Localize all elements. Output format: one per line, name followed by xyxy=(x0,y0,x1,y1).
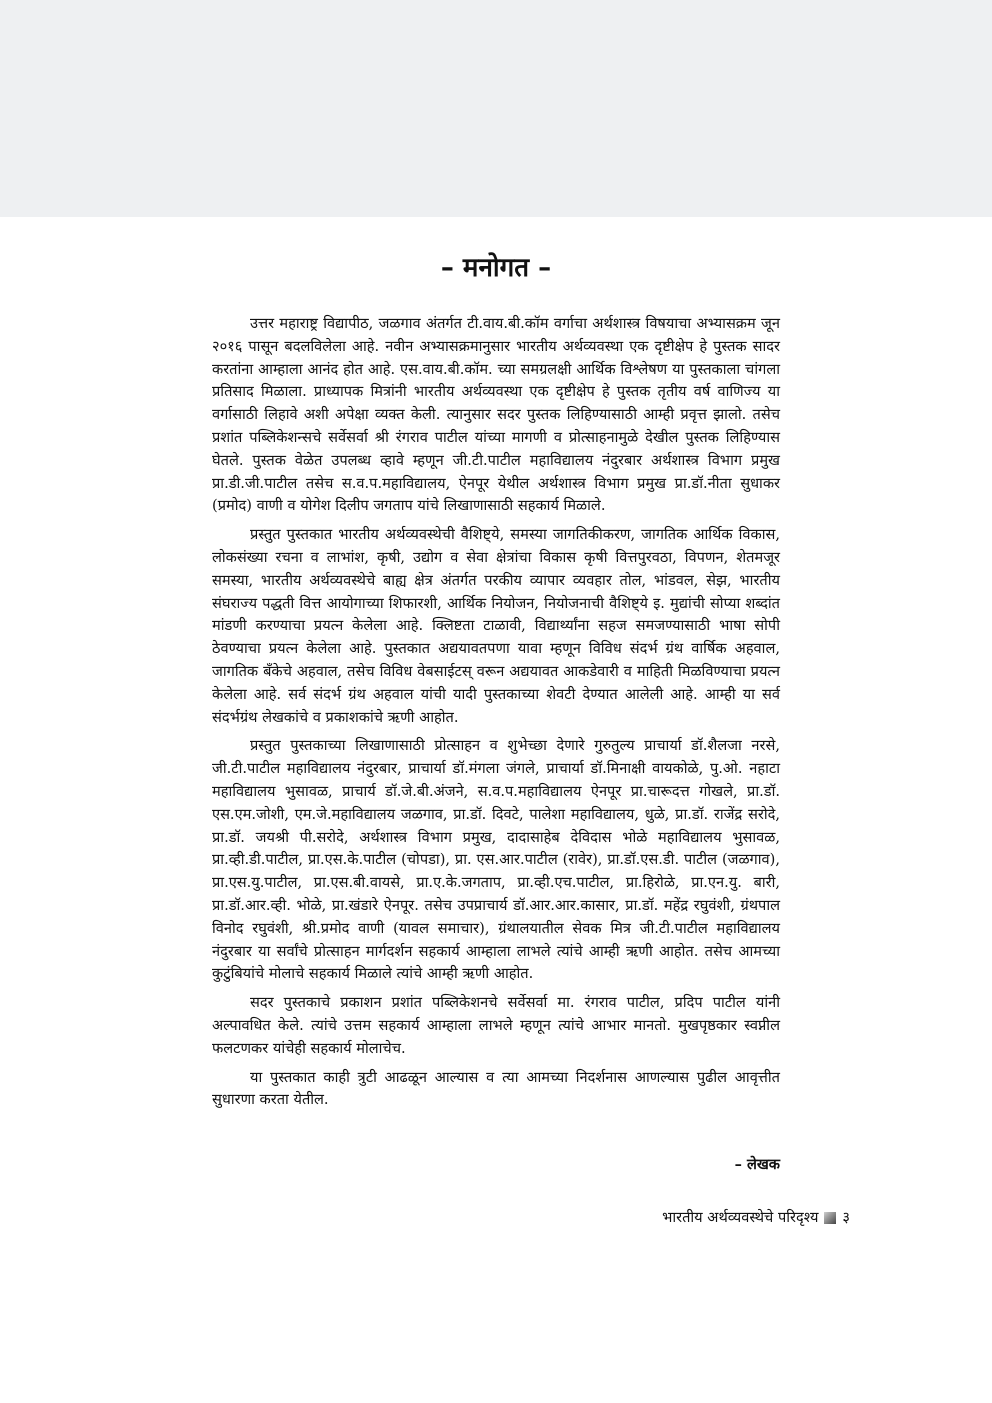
paragraph-acknowledgements: प्रस्तुत पुस्तकाच्या लिखाणासाठी प्रोत्साहन व शुभेच्छा देणारे गुरुतुल्य प्राचार्या डॉ.शैलजा नरसे, जी.टी.पाटील महाविद्यालय नंदुरबार, प्राचार्या डॉ.मंगला जंगले, प्राचार्या डॉ.मिनाक्षी वायकोळे, पु.ओ. नहाटा महाविद्यालय भुसावळ, प्राचार्य डॉ.जे.बी.अंजने, स.व.प.महाविद्यालय ऐनपूर प्रा.चारूदत्त गोखले, प्रा.डॉ. एस.एम.जोशी, एम.जे.महाविद्यालय जळगाव, प्रा.डॉ. दिवटे, पालेशा महाविद्यालय, धुळे, प्रा.डॉ. राजेंद्र सरोदे, प्रा.डॉ. जयश्री पी.सरोदे, अर्थशास्त्र विभाग प्रमुख, दादासाहेब देविदास भोळे महाविद्यालय भुसावळ, प्रा.व्ही.डी.पाटील, प्रा.एस.के.पाटील (चोपडा), प्रा. एस.आर.पाटील (रावेर), प्रा.डॉ.एस.डी. पाटील (जळगाव), प्रा.एस.यु.पाटील, प्रा.एस.बी.वायसे, प्रा.ए.के.जगताप, प्रा.व्ही.एच.पाटील, प्रा.हिरोळे, प्रा.एन.यु. बारी, प्रा.डॉ.आर.व्ही. भोळे, प्रा.खंडारे ऐनपूर. तसेच उपप्राचार्य डॉ.आर.आर.कासार, प्रा.डॉ. महेंद्र रघुवंशी, ग्रंथपाल विनोद रघुवंशी, श्री.प्रमोद वाणी (यावल समाचार), ग्रंथालयातील सेवक मित्र जी.टी.पाटील महाविद्यालय नंदुरबार या सर्वांचे प्रोत्साहन मार्गदर्शन सहकार्य आम्हाला लाभले त्यांचे आम्ही ऋणी आहोत. तसेच आमच्या कुटुंबियांचे मोलाचे सहकार्य मिळाले त्यांचे आम्ही ऋणी आहोत. xyxy=(212,737,780,983)
paragraph-intro: उत्तर महाराष्ट्र विद्यापीठ, जळगाव अंतर्गत टी.वाय.बी.कॉम वर्गाचा अर्थशास्त्र विषयाचा अभ्यासक्रम जून २०१६ पासून बदलविलेला आहे. नवीन अभ्यासक्रमानुसार भारतीय अर्थव्यवस्था एक दृष्टीक्षेप हे पुस्तक सादर करतांना आम्हाला आनंद होत आहे. एस.वाय.बी.कॉम. च्या समग्रलक्षी आर्थिक विश्लेषण या पुस्तकाला चांगला प्रतिसाद मिळाला. प्राध्यापक मित्रांनी भारतीय अर्थव्यवस्था एक दृष्टीक्षेप हे पुस्तक तृतीय वर्ष वाणिज्य या वर्गासाठी लिहावे अशी अपेक्षा व्यक्त केली. त्यानुसार सदर पुस्तक लिहिण्यासाठी आम्ही प्रवृत्त झालो. तसेच प्रशांत पब्लिकेशन्सचे सर्वेसर्वा श्री रंगराव पाटील यांच्या मागणी व प्रोत्साहनामुळे देखील पुस्तक लिहिण्यास घेतले. पुस्तक वेळेत उपलब्ध व्हावे म्हणून जी.टी.पाटील महाविद्यालय नंदुरबार अर्थशास्त्र विभाग प्रमुख प्रा.डी.जी.पाटील तसेच स.व.प.महाविद्यालय, ऐनपूर येथील अर्थशास्त्र विभाग प्रमुख प्रा.डॉ.नीता सुधाकर (प्रमोद) वाणी व योगेश दिलीप जगताप यांचे लिखाणासाठी सहकार्य मिळाले. xyxy=(212,315,780,515)
page-title: – मनोगत – xyxy=(440,253,552,283)
author-signature: – लेखक xyxy=(734,1156,780,1173)
footer-square-icon xyxy=(824,1212,836,1224)
paragraph-contents: प्रस्तुत पुस्तकात भारतीय अर्थव्यवस्थेची वैशिष्ट्ये, समस्या जागतिकीकरण, जागतिक आर्थिक विकास, लोकसंख्या रचना व लाभांश, कृषी, उद्योग व सेवा क्षेत्रांचा विकास कृषी वित्तपुरवठा, विपणन, शेतमजूर समस्या, भारतीय अर्थव्यवस्थेचे बाह्य क्षेत्र अंतर्गत परकीय व्यापार व्यवहार तोल, भांडवल, सेझ, भारतीय संघराज्य पद्धती वित्त आयोगाच्या शिफारशी, आर्थिक नियोजन, नियोजनाची वैशिष्ट्ये इ. मुद्यांची सोप्या शब्दांत मांडणी करण्याचा प्रयत्न केलेला आहे. क्लिष्टता टाळावी, विद्यार्थ्यांना सहज समजण्यासाठी भाषा सोपी ठेवण्याचा प्रयत्न केलेला आहे. पुस्तकात अद्ययावतपणा यावा म्हणून विविध संदर्भ ग्रंथ वार्षिक अहवाल, जागतिक बँकेचे अहवाल, तसेच विविध वेबसाईटस् वरून अद्ययावत आकडेवारी व माहिती मिळविण्याचा प्रयत्न केलेला आहे. सर्व संदर्भ ग्रंथ अहवाल यांची यादी पुस्तकाच्या शेवटी देण्यात आलेली आहे. आम्ही या सर्व संदर्भग्रंथ लेखकांचे व प्रकाशकांचे ऋणी आहोत. xyxy=(212,526,780,726)
page-footer xyxy=(662,1207,850,1229)
top-shaded-band xyxy=(0,0,992,217)
paragraph-publisher-thanks: सदर पुस्तकाचे प्रकाशन प्रशांत पब्लिकेशनचे सर्वेसर्वा मा. रंगराव पाटील, प्रदिप पाटील यांनी अल्पावधित केले. त्यांचे उत्तम सहकार्य आम्हाला लाभले म्हणून त्यांचे आभार मानतो. मुखपृष्ठकार स्वप्नील फलटणकर यांचेही सहकार्य मोलाचेच. xyxy=(212,994,780,1057)
footer-page-number: ३ xyxy=(842,1209,850,1226)
paragraph-errata-note: या पुस्तकात काही त्रुटी आढळून आल्यास व त्या आमच्या निदर्शनास आणल्यास पुढील आवृत्तीत सुधारणा करता येतील. xyxy=(212,1068,780,1109)
footer-book-title: भारतीय अर्थव्यवस्थेचे परिदृश्य xyxy=(662,1209,819,1226)
preface-body xyxy=(212,313,780,1118)
